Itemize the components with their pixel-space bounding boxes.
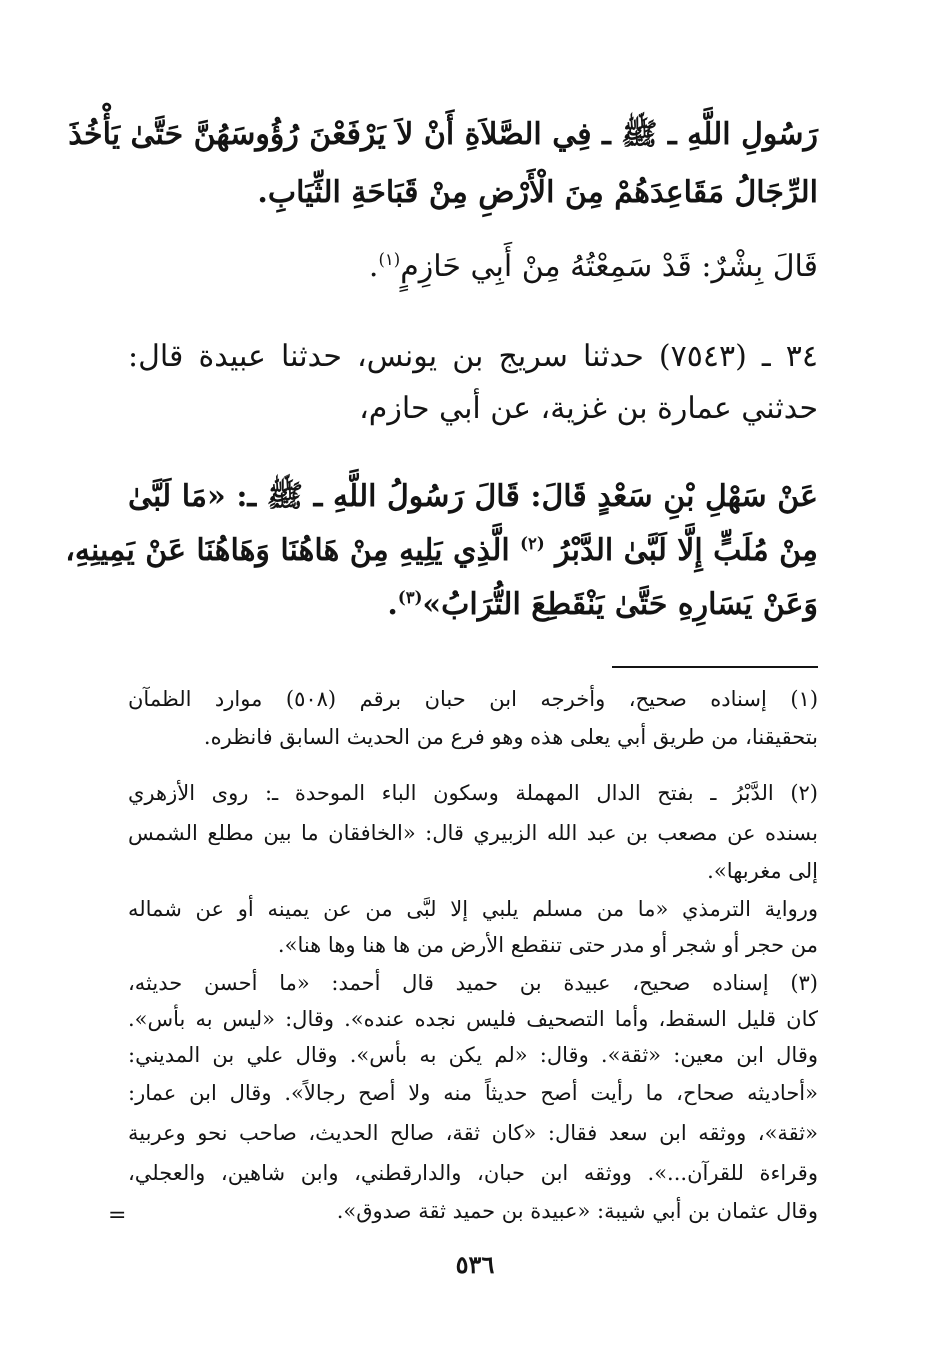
footnote-3-line-6: وقراءة للقرآن...». ووثقه ابن حبان، والدارقطني، وابن شاهين، والعجلي، <box>128 1161 818 1185</box>
footnote-ref-1: (١) <box>378 250 401 269</box>
footnote-3-line-2: كان قليل السقط، وأما التصحيف فليس نجده عنده». وقال: «ليس به بأس». <box>128 1007 818 1031</box>
hadith-34-isnad-line-2: حدثني عمارة بن غزية، عن أبي حازم، <box>359 391 818 426</box>
footnote-3-line-4: «أحاديثه صحاح، ما رأيت أصح حديثاً منه ولا أصح رجالاً». وقال ابن عمار: <box>128 1081 818 1105</box>
footnote-3-line-1: (٣) إسناده صحيح، عبيدة بن حميد قال أحمد: «ما أحسن حديثه، <box>128 971 818 995</box>
continuation-mark: = <box>108 1203 127 1228</box>
footnote-ref-3: (٣) <box>397 588 423 607</box>
page-number: ٥٣٦ <box>455 1250 495 1279</box>
hadith-33-line-1: رَسُولِ اللَّهِ ـ ﷺ ـ فِي الصَّلاَةِ أَنْ لاَ يَرْفَعْنَ رُؤُوسَهُنَّ حَتَّىٰ يَأْخُذَ <box>68 117 818 152</box>
matn-line-3-text: وَعَنْ يَسَارِهِ حَتَّىٰ يَنْقَطِعَ التُّرَابُ» <box>422 587 818 622</box>
footnote-3-line-5: «ثقة»، ووثقه ابن سعد فقال: «كان ثقة، صالح الحديث، صاحب نحو وعربية <box>128 1121 818 1145</box>
footnote-2-line-4: ورواية الترمذي «ما من مسلم يلبي إلا لبَّى من عن يمينه أو عن شماله <box>128 897 818 921</box>
footnote-2-line-2: بسنده عن مصعب بن عبد الله الزبيري قال: «الخافقان ما بين مطلع الشمس <box>128 821 818 845</box>
footnote-3-line-7: وقال عثمان بن أبي شيبة: «عبيدة بن حميد ثقة صدوق». <box>336 1199 818 1223</box>
footnote-divider <box>612 666 818 668</box>
hadith-33-line-2: الرِّجَالُ مَقَاعِدَهُمْ مِنَ الْأَرْضِ مِنْ قَبَاحَةِ الثِّيَابِ. <box>257 175 818 210</box>
matn-line-3-end: . <box>387 587 398 622</box>
footnote-2-line-1: (٢) الدَّبْرُ ـ بفتح الدال المهملة وسكون الباء الموحدة ـ: روى الأزهري <box>128 781 818 805</box>
bishr-note <box>128 250 818 284</box>
matn-line-2-part-a: مِنْ مُلَبٍّ إِلَّا لَبَّىٰ الدَّبْرُ <box>555 533 818 568</box>
footnote-2-line-3: إلى مغربها». <box>707 859 818 883</box>
bishr-note-end: . <box>368 249 379 284</box>
footnote-1-line-1: (١) إسناده صحيح، وأخرجه ابن حبان برقم (٥٠٨) موارد الظمآن <box>128 687 819 711</box>
bishr-note-text: قَالَ بِشْرٌ: قَدْ سَمِعْتُهُ مِنْ أَبِي حَازِمٍ <box>400 249 818 284</box>
footnote-2-line-5: من حجر أو شجر أو مدر حتى تنقطع الأرض من ها هنا وها هنا». <box>277 933 818 957</box>
hadith-34-matn-line-2 <box>65 533 818 568</box>
footnote-3-line-3: وقال ابن معين: «ثقة». وقال: «لم يكن به بأس». وقال علي بن المديني: <box>128 1043 818 1067</box>
matn-line-2-part-b: الَّذِي يَلِيهِ مِنْ هَاهُنَا وَهَاهُنَا عَنْ يَمِينِهِ، <box>65 533 510 568</box>
footnote-1-line-2: بتحقيقنا، من طريق أبي يعلى هذه وهو فرع من الحديث السابق فانظره. <box>203 725 818 749</box>
hadith-34-matn-line-1: عَنْ سَهْلِ بْنِ سَعْدٍ قَالَ: قَالَ رَسُولُ اللَّهِ ـ ﷺ ـ: «مَا لَبَّىٰ <box>128 479 818 514</box>
hadith-34-matn-line-3 <box>128 588 818 622</box>
hadith-34-isnad-line-1: ٣٤ ـ (٧٥٤٣) حدثنا سريج بن يونس، حدثنا عبيدة قال: <box>128 339 818 374</box>
footnote-ref-2: (٢) <box>520 534 545 553</box>
